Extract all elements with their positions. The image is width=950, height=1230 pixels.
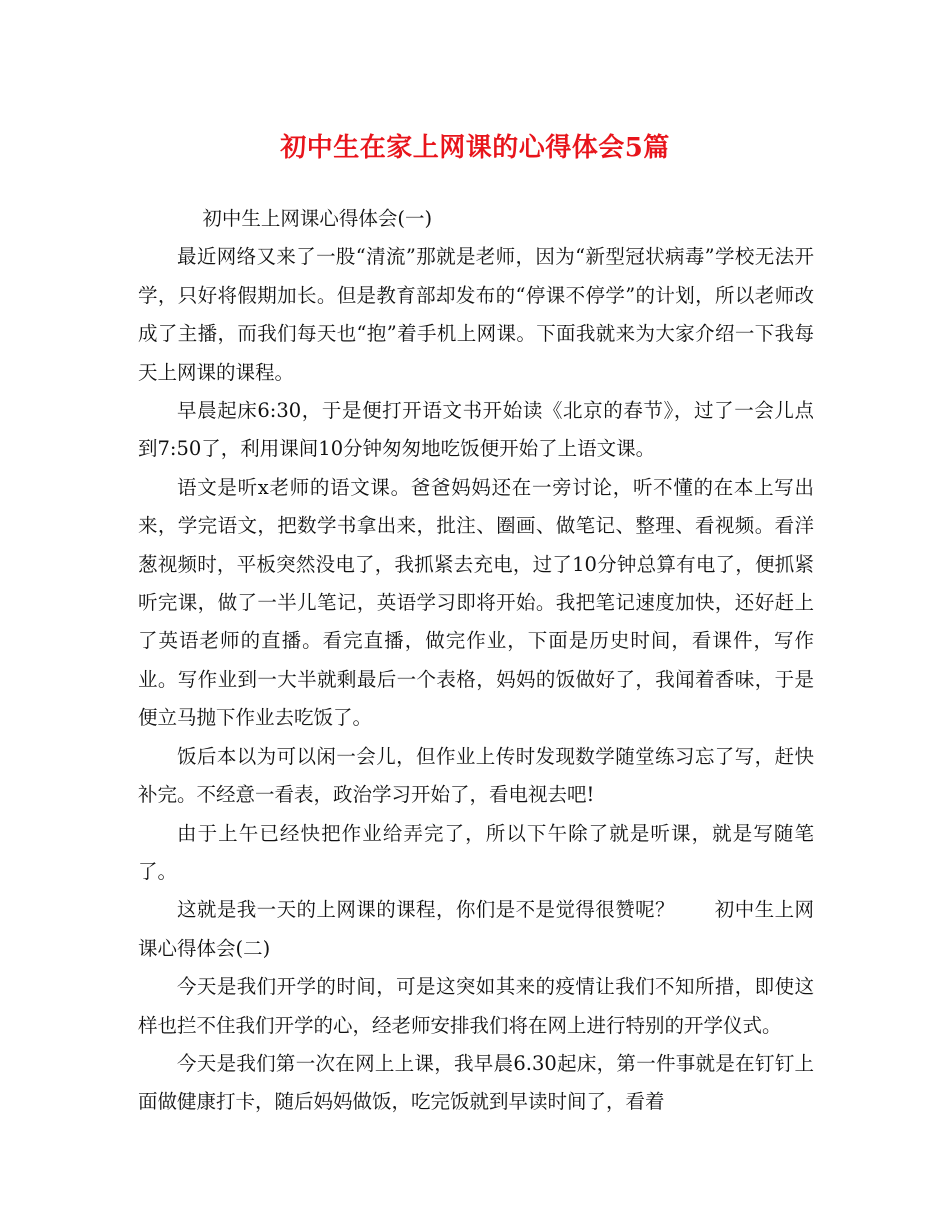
paragraph: 语文是听x老师的语文课。爸爸妈妈还在一旁讨论，听不懂的在本上写出来，学完语文，把数学书拿出来，批注、圈画、做笔记、整理、看视频。看洋葱视频时，平板突然没电了，我抓紧去充电，过了10分钟总算有电了，便抓紧听完课，做了一半儿笔记，英语学习即将开始。我把笔记速度加快，还好赶上了英语老师的直播。看完直播，做完作业，下面是历史时间，看课件，写作业。写作业到一大半就剩最后一个表格，妈妈的饭做好了，我闻着香味，于是便立马抛下作业去吃饭了。 [138, 475, 814, 730]
paragraph: 这就是我一天的上网课的课程，你们是不是觉得很赞呢？ 初中生上网课心得体会(二) [138, 898, 814, 960]
section-heading: 初中生上网课心得体会(一) [202, 207, 433, 230]
paragraph: 今天是我们第一次在网上上课，我早晨6.30起床，第一件事就是在钉钉上面做健康打卡，随后妈妈做饭，吃完饭就到早读时间了，看着 [138, 1051, 814, 1114]
paragraph: 早晨起床6:30，于是便打开语文书开始读《北京的春节》，过了一会儿点到7:50了，利用课间10分钟匆匆地吃饭便开始了上语文课。 [138, 399, 814, 461]
paragraph: 最近网络又来了一股“清流”那就是老师，因为“新型冠状病毒”学校无法开学，只好将假期加长。但是教育部却发布的“停课不停学”的计划，所以老师改成了主播，而我们每天也“抱”着手机上网课。下面我就来为大家介绍一下我每天上网课的课程。 [138, 245, 814, 384]
paragraph: 饭后本以为可以闲一会儿，但作业上传时发现数学随堂练习忘了写，赶快补完。不经意一看表，政治学习开始了，看电视去吧! [138, 744, 814, 807]
document-title: 初中生在家上网课的心得体会5篇 [280, 133, 670, 163]
paragraph: 由于上午已经快把作业给弄完了，所以下午除了就是听课，就是写随笔了。 [138, 821, 814, 883]
paragraph: 今天是我们开学的时间，可是这突如其来的疫情让我们不知所措，即使这样也拦不住我们开学的心，经老师安排我们将在网上进行特别的开学仪式。 [138, 975, 814, 1037]
document-body [138, 200, 814, 1122]
